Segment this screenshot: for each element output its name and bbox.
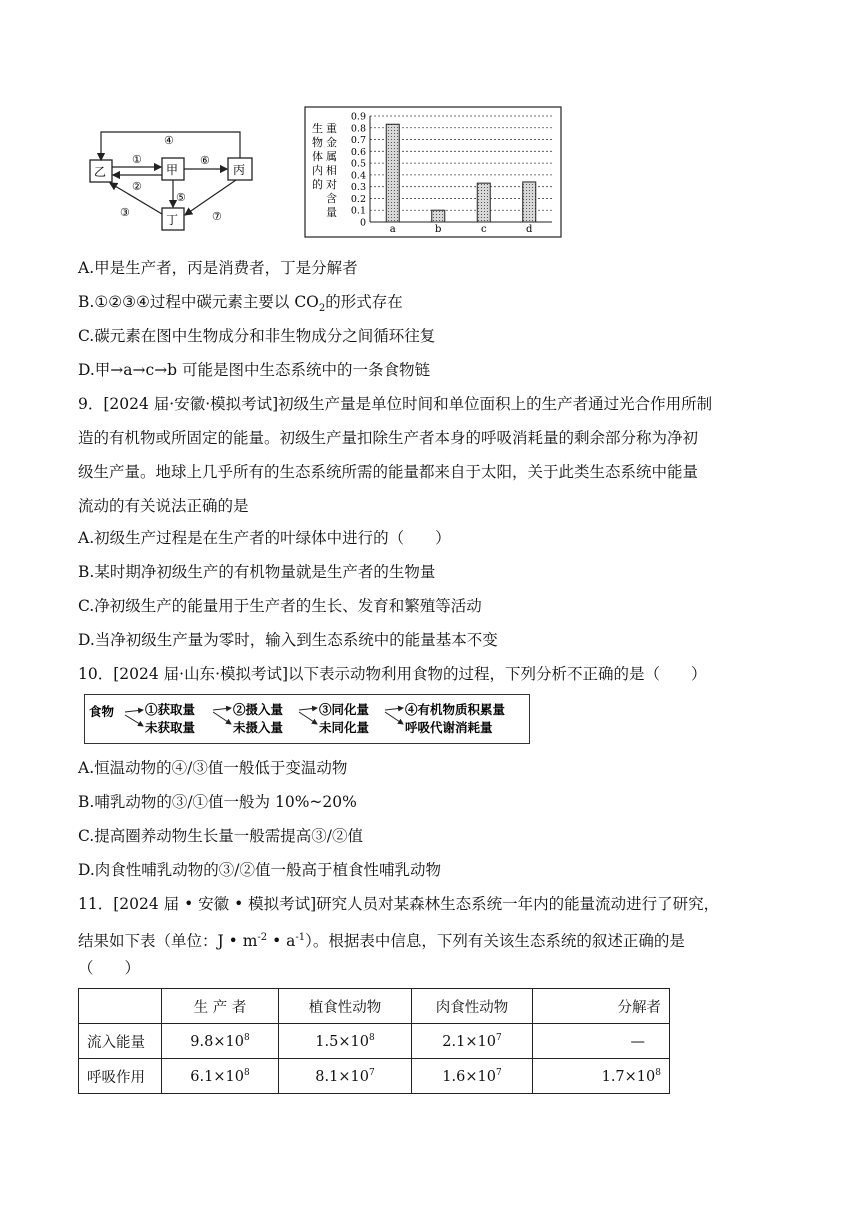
y-label-char: 金 [326, 136, 337, 149]
table-row [79, 1059, 670, 1094]
y-label-char: 物 [312, 136, 323, 149]
node-jia-label: 甲 [166, 163, 179, 177]
q8-option-b [78, 292, 403, 319]
flow-u3: 未同化量 [319, 720, 370, 735]
table-cell: $1.6\times 10^7$ [412, 1059, 533, 1094]
x-tick-label: a [389, 224, 396, 235]
arrow-label-5: ⑤ [176, 191, 186, 204]
bar-a [386, 124, 399, 222]
q11-line2-post: ）。根据表中信息，下列有关该生态系统的叙述正确的是 [305, 932, 685, 951]
q8-option-a: A.甲是生产者，丙是消费者，丁是分解者 [78, 259, 358, 277]
y-tick-label: 0.5 [350, 158, 366, 170]
q10-option-c: C.提高圈养动物生长量一般需提高③/②值 [78, 827, 363, 845]
y-label-char: 的 [312, 178, 323, 191]
flow-food: 食物 [89, 704, 115, 719]
flow-n2: ②摄入量 [233, 702, 284, 717]
table-cell: $1.7\times 10^8$ [533, 1059, 670, 1094]
node-yi-label: 乙 [94, 165, 107, 179]
table-header-cell [79, 989, 162, 1024]
table-cell: $1.5\times 10^8$ [279, 1024, 412, 1059]
x-tick-label: c [480, 224, 487, 235]
q11-stem-line-3: （ ） [78, 959, 141, 977]
flow-n4: ④有机物质积累量 [405, 702, 506, 717]
y-tick-label: 0.6 [350, 146, 366, 158]
q9-option-d: D.当净初级生产量为零时，输入到生态系统中的能量基本不变 [78, 631, 498, 649]
table-row [79, 1024, 670, 1059]
q10-option-b: B.哺乳动物的③/①值一般为 10%~20% [78, 793, 357, 811]
table-header-cell: 植食性动物 [279, 989, 412, 1024]
arrow-label-6: ⑥ [200, 154, 210, 167]
table-row-label: 呼吸作用 [79, 1059, 162, 1094]
arrow-label-4: ④ [164, 134, 174, 147]
food-utilization-flow-diagram [84, 694, 530, 744]
y-label-char: 生 [312, 122, 323, 135]
table-cell: $6.1\times 10^8$ [162, 1059, 279, 1094]
y-label-char: 相 [326, 164, 337, 177]
y-label-char: 内 [312, 164, 323, 177]
flow-n1: ①获取量 [145, 702, 196, 717]
y-tick-label: 0.8 [350, 123, 366, 135]
y-tick-label: 0.2 [350, 193, 366, 205]
q11-stem-line-1: 11．[2024 届 • 安徽 • 模拟考试]研究人员对某森林生态系统一年内的能量流动进行了研究， [78, 895, 720, 913]
y-label-char: 对 [326, 178, 337, 191]
q10-stem: 10．[2024 届·山东·模拟考试]以下表示动物利用食物的过程，下列分析不正确的是（ ） [78, 665, 707, 683]
y-label-char: 量 [326, 206, 337, 219]
table-cell: $2.1\times 10^7$ [412, 1024, 533, 1059]
table-header-cell: 肉食性动物 [412, 989, 533, 1024]
table-cell: $8.1\times 10^7$ [279, 1059, 412, 1094]
q11-line2-mid: • a [267, 932, 296, 951]
q9-stem-line-1: 9．[2024 届·安徽·模拟考试]初级生产量是单位时间和单位面积上的生产者通过光合作用所制 [78, 395, 713, 413]
table-header-row [79, 989, 670, 1024]
x-tick-label: d [526, 224, 533, 235]
x-tick-label: b [435, 224, 442, 235]
arrow-label-1: ① [132, 153, 142, 166]
flow-u2: 未摄入量 [233, 720, 284, 735]
flow-n3: ③同化量 [319, 702, 370, 717]
table-row-label: 流入能量 [79, 1024, 162, 1059]
bar-b [432, 210, 445, 222]
q9-stem-line-4: 流动的有关说法正确的是 [78, 497, 249, 515]
table-cell: — [533, 1024, 670, 1059]
y-label-char: 重 [326, 122, 337, 135]
q8-option-b-sub: 2 [318, 303, 326, 315]
y-label-char: 体 [312, 150, 323, 163]
q9-option-c: C.净初级生产的能量用于生产者的生长、发育和繁殖等活动 [78, 597, 482, 615]
heavy-metal-bar-chart [304, 106, 562, 238]
q8-option-b-post: 的形式存在 [325, 293, 403, 311]
q8-option-c: C.碳元素在图中生物成分和非生物成分之间循环往复 [78, 327, 436, 345]
table-header-cell: 生 产 者 [162, 989, 279, 1024]
y-tick-label: 0.3 [350, 182, 366, 194]
q11-line2-sup1: -2 [257, 932, 268, 943]
q9-option-a: A.初级生产过程是在生产者的叶绿体中进行的（ ） [78, 529, 451, 547]
y-label-char: 含 [326, 192, 337, 205]
node-ding-label: 丁 [166, 213, 179, 227]
energy-flow-table [78, 988, 670, 1094]
table-cell: $9.8\times 10^8$ [162, 1024, 279, 1059]
y-tick-label: 0 [359, 217, 366, 229]
q8-option-d: D.甲→a→c→b 可能是图中生态系统中的一条食物链 [78, 361, 431, 379]
q10-option-a: A.恒温动物的④/③值一般低于变温动物 [78, 759, 348, 777]
arrow-label-2: ② [132, 180, 142, 193]
arrow-label-7: ⑦ [212, 210, 222, 223]
q9-stem-line-3: 级生产量。地球上几乎所有的生态系统所需的能量都来自于太阳，关于此类生态系统中能量 [78, 463, 699, 481]
node-bing-label: 丙 [233, 163, 246, 177]
flow-u4: 呼吸代谢消耗量 [405, 720, 493, 735]
y-tick-label: 0.4 [350, 170, 366, 182]
carbon-cycle-diagram [88, 122, 282, 238]
q9-stem-line-2: 造的有机物或所固定的能量。初级生产量扣除生产者本身的呼吸消耗量的剩余部分称为净初 [78, 429, 699, 447]
table-header-cell: 分解者 [533, 989, 670, 1024]
y-tick-label: 0.7 [350, 135, 366, 147]
q10-option-d: D.肉食性哺乳动物的③/②值一般高于植食性哺乳动物 [78, 861, 442, 879]
q11-line2-sup2: -1 [295, 932, 306, 943]
arrow-7 [185, 180, 236, 215]
bar-d [523, 182, 536, 222]
q8-option-b-pre: B.①②③④过程中碳元素主要以 CO [78, 293, 319, 311]
y-label-char: 属 [326, 150, 337, 163]
arrow-label-3: ③ [120, 206, 130, 219]
flow-u1: 未获取量 [145, 720, 196, 735]
y-tick-label: 0.1 [350, 205, 366, 217]
y-tick-label: 0.9 [350, 111, 366, 123]
q11-stem-line-2 [78, 928, 685, 951]
bar-c [477, 183, 490, 222]
q11-line2-pre: 结果如下表（单位：J • m [78, 932, 258, 951]
q9-option-b: B.某时期净初级生产的有机物量就是生产者的生物量 [78, 563, 436, 581]
